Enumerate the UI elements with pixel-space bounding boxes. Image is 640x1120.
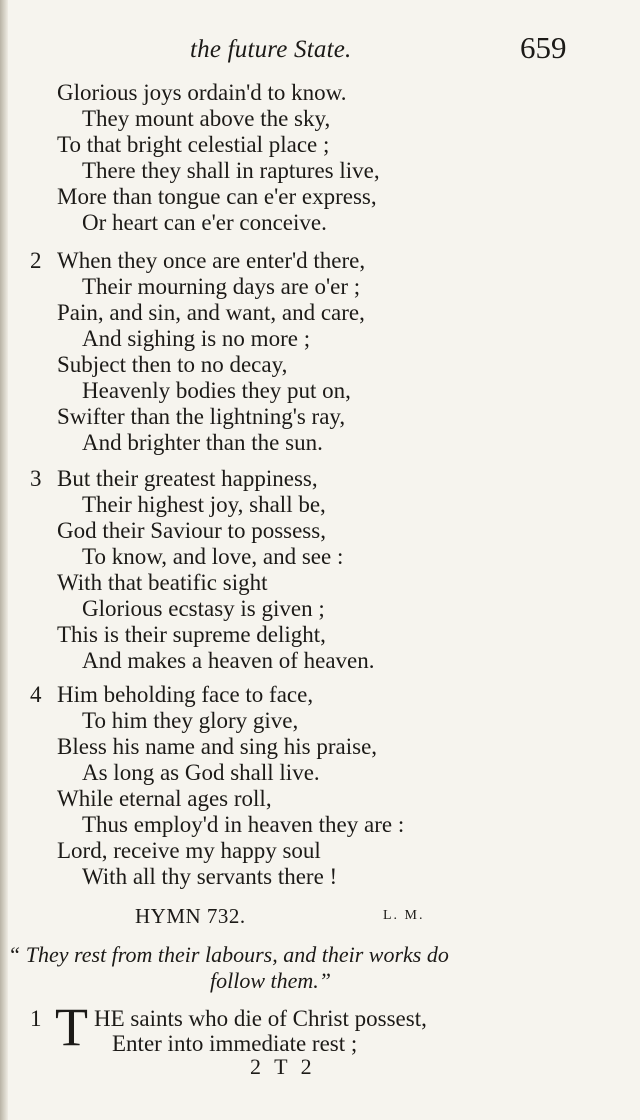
verse-line: Enter into immediate rest ; — [112, 1031, 358, 1056]
verse-line: They mount above the sky, — [82, 106, 331, 131]
verse-line: Glorious ecstasy is given ; — [82, 596, 325, 621]
verse-line: Pain, and sin, and want, and care, — [57, 300, 365, 325]
verse-line: Their highest joy, shall be, — [82, 492, 326, 517]
hymn-meter: L. M. — [383, 908, 425, 923]
verse-line: To know, and love, and see : — [82, 544, 344, 569]
verse-line: Him beholding face to face, — [57, 682, 314, 707]
verse-line: Glorious joys ordain'd to know. — [57, 80, 347, 105]
stanza-number: 4 — [30, 682, 42, 707]
verse-line: Subject then to no decay, — [57, 352, 288, 377]
verse-line: Swifter than the lightning's ray, — [57, 404, 346, 429]
stanza-number: 3 — [30, 466, 42, 491]
verse-line: There they shall in raptures live, — [82, 158, 380, 183]
verse-line: Lord, receive my happy soul — [57, 838, 321, 863]
verse-line: When they once are enter'd there, — [57, 248, 366, 273]
hymn-epigraph-continued: follow them.” — [210, 968, 332, 993]
verse-line: With that beatific sight — [57, 570, 268, 595]
running-head — [0, 30, 640, 70]
verse-line: As long as God shall live. — [82, 760, 320, 785]
verse-line: This is their supreme delight, — [57, 622, 326, 647]
hymn-title: HYMN 732. — [135, 904, 246, 928]
verse-line: But their greatest happiness, — [57, 466, 318, 491]
verse-line: Thus employ'd in heaven they are : — [82, 812, 405, 837]
verse-line: More than tongue can e'er express, — [57, 184, 377, 209]
drop-cap: T — [55, 997, 88, 1057]
stanza-number: 1 — [30, 1006, 42, 1031]
stanza-number: 2 — [30, 248, 42, 273]
verse-line: And sighing is no more ; — [82, 326, 311, 351]
verse-line: Bless his name and sing his praise, — [57, 734, 378, 759]
verse-line: Their mourning days are o'er ; — [82, 274, 361, 299]
verse-line: And makes a heaven of heaven. — [82, 648, 375, 673]
verse-line: HE saints who die of Christ possest, — [94, 1006, 427, 1031]
verse-line: To that bright celestial place ; — [57, 132, 330, 157]
hymn-epigraph: “ They rest from their labours, and their works do — [8, 942, 449, 967]
verse-line: God their Saviour to possess, — [57, 518, 326, 543]
printer-signature-mark: 2 T 2 — [250, 1054, 316, 1079]
page-number: 659 — [520, 30, 567, 65]
verse-line: And brighter than the sun. — [82, 430, 323, 455]
verse-line: While eternal ages roll, — [57, 786, 272, 811]
verse-line: Heavenly bodies they put on, — [82, 378, 351, 403]
running-title: the future State. — [190, 36, 352, 63]
verse-line: To him they glory give, — [82, 708, 299, 733]
verse-line: With all thy servants there ! — [82, 864, 338, 889]
verse-line: Or heart can e'er conceive. — [82, 210, 327, 235]
page-gutter — [0, 0, 8, 1120]
